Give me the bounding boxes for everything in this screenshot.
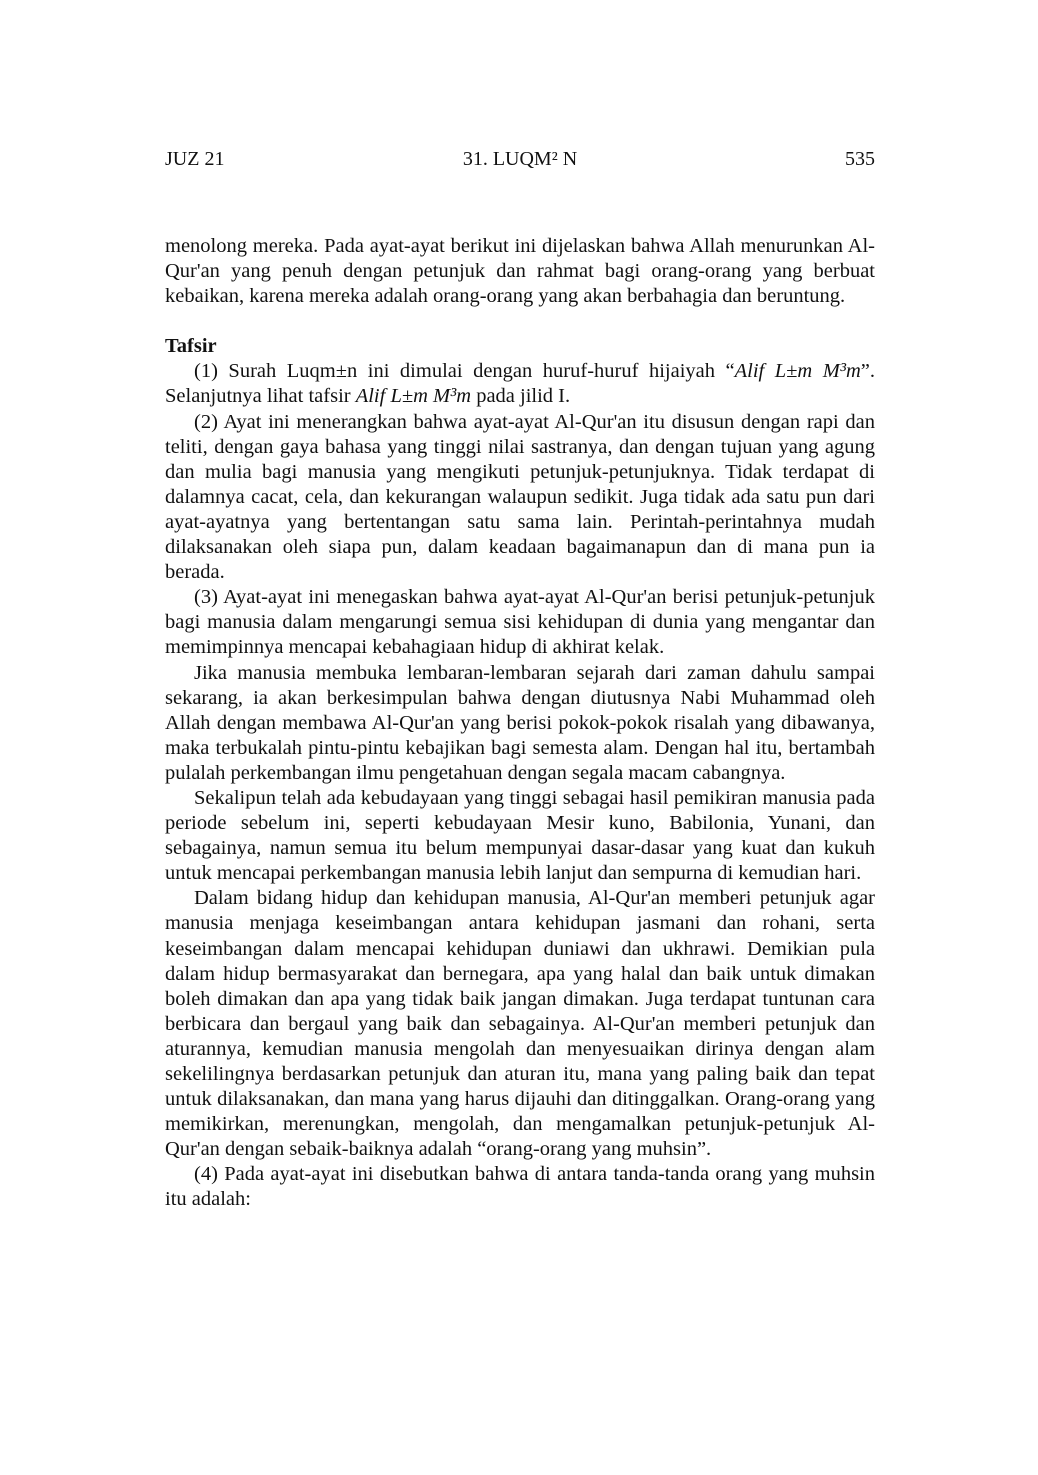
p1-italic-2: Alif L±m M³m — [355, 385, 472, 408]
p1-text-b: ”. Selanjutnya lihat tafsir — [165, 360, 875, 408]
p1-italic-1: Alif L±m M³m — [734, 360, 861, 383]
tafsir-paragraph-3: (3) Ayat-ayat ini menegaskan bahwa ayat-ayat Al-Qur'an berisi petunjuk-petunjuk bagi manusia dalam mengarungi semua sisi kehidupan di dunia yang mengantar dan memimpinnya mencapai kebahagiaan hidup di akhirat kelak. — [165, 586, 875, 659]
tafsir-paragraph-7: (4) Pada ayat-ayat ini disebutkan bahwa di antara tanda-tanda orang yang muhsin itu adalah: — [165, 1163, 875, 1211]
section-heading: Tafsir — [165, 335, 217, 358]
surah-title: 31. LUQM² N — [462, 148, 578, 170]
p1-text-c: pada jilid I. — [471, 385, 571, 408]
p1-text-a: (1) Surah Luqm±n ini dimulai dengan huruf-huruf hijaiyah “ — [194, 360, 735, 383]
tafsir-paragraph-2: (2) Ayat ini menerangkan bahwa ayat-ayat Al-Qur'an itu disusun dengan rapi dan teliti, dengan gaya bahasa yang tinggi nilai sastranya, dan dengan tujuan yang agung dan mulia bagi manusia yang mengikuti petunjuk-petunjuknya. Tidak terdapat di dalamnya cacat, cela, dan kekurangan walaupun sedikit. Juga tidak ada satu pun dari ayat-ayatnya yang bertentangan satu sama lain. Perintah-perintahnya mudah dilaksanakan oleh siapa pun, dalam keadaan bagaimanapun dan di mana pun ia berada. — [165, 410, 875, 584]
page-number: 535 — [845, 148, 875, 170]
tafsir-paragraph-5: Sekalipun telah ada kebudayaan yang tinggi sebagai hasil pemikiran manusia pada periode sebelum ini, seperti kebudayaan Mesir kuno, Babilonia, Yunani, dan sebagainya, namun semua itu belum mempunyai dasar-dasar yang kuat dan kukuh untuk mencapai perkembangan manusia lebih lanjut dan sempurna di kemudian hari. — [165, 786, 875, 885]
juz-label: JUZ 21 — [165, 148, 225, 170]
page-body — [165, 234, 875, 1213]
tafsir-paragraph-6: Dalam bidang hidup dan kehidupan manusia, Al-Qur'an memberi petunjuk agar manusia menjaga keseimbangan antara kehidupan jasmani dan rohani, serta keseimbangan dalam mencapai kehidupan duniawi dan ukhrawi. Demikian pula dalam hidup bermasyarakat dan bernegara, apa yang halal dan baik untuk dimakan boleh dimakan dan apa yang tidak baik jangan dimakan. Juga terdapat tuntunan cara berbicara dan bergaul yang baik dan sebagainya. Al-Qur'an memberi petunjuk dan aturannya, kemudian manusia mengolah dan menyesuaikan dirinya dengan alam sekelilingnya berdasarkan petunjuk dan aturan itu, mana yang paling baik dan tepat untuk dilaksanakan, dan mana yang harus dijauhi dan ditinggalkan. Orang-orang yang memikirkan, merenungkan, mengolah, dan mengamalkan petunjuk-petunjuk Al-Qur'an dengan sebaik-baiknya adalah “orang-orang yang muhsin”. — [165, 887, 875, 1161]
tafsir-paragraph-4: Jika manusia membuka lembaran-lembaran sejarah dari zaman dahulu sampai sekarang, ia akan berkesimpulan bahwa dengan diutusnya Nabi Muhammad oleh Allah dengan membawa Al-Qur'an yang berisi pokok-pokok risalah yang dibawanya, maka terbukalah pintu-pintu kebajikan bagi semesta alam. Dengan hal itu, bertambah pulalah perkembangan ilmu pengetahuan dengan segala macam cabangnya. — [165, 661, 875, 784]
intro-paragraph: menolong mereka. Pada ayat-ayat berikut ini dijelaskan bahwa Allah menurunkan Al-Qur'an yang penuh dengan petunjuk dan rahmat bagi orang-orang yang berbuat kebaikan, karena mereka adalah orang-orang yang akan berbahagia dan beruntung. — [165, 235, 875, 308]
tafsir-paragraph-1 — [165, 359, 875, 409]
